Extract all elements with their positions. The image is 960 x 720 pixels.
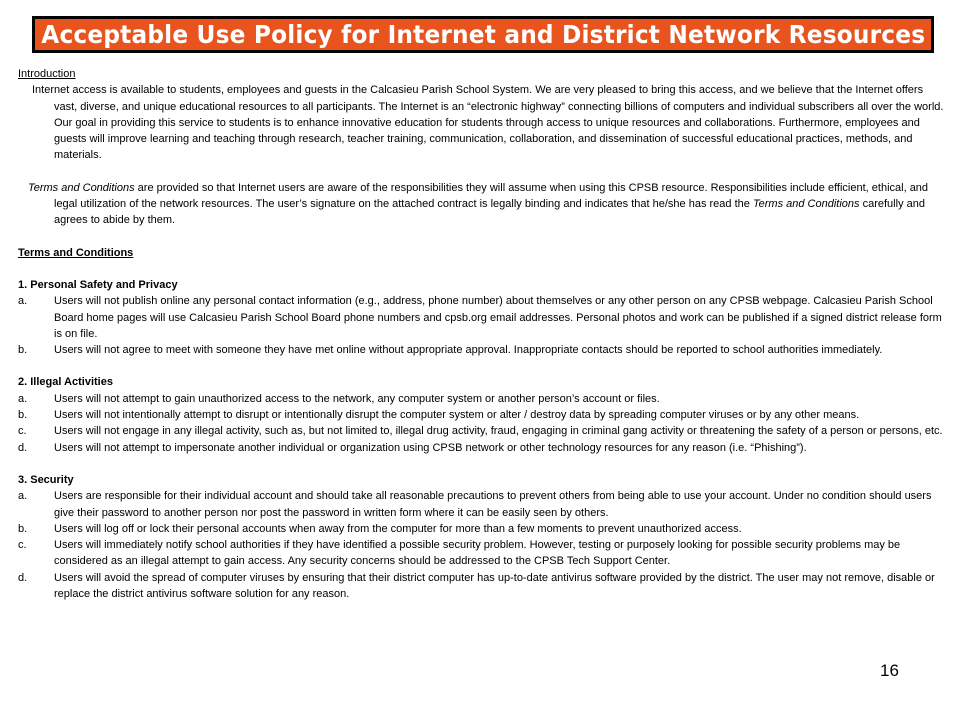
list-item bbox=[18, 293, 948, 342]
list-item bbox=[18, 537, 948, 570]
section-security bbox=[18, 472, 948, 602]
spacer bbox=[18, 229, 948, 245]
item-label: a. bbox=[18, 295, 28, 308]
item-label: b. bbox=[18, 409, 28, 422]
spacer bbox=[18, 456, 948, 472]
item-text: Users will not attempt to impersonate another individual or organization using CPSB network or other technology resources for any reason (i.e. “Phishing”). bbox=[54, 441, 807, 454]
item-text: Users will not attempt to gain unauthorized access to the network, any computer system or another person’s account or files. bbox=[54, 392, 660, 405]
item-text: Users will immediately notify school authorities if they have identified a possible security problem. However, testing or purposely looking for possible security problems may be considered as an illegal attempt to gain access. Any security concerns should be addressed to the CPSB Tech Support Center. bbox=[54, 539, 901, 568]
title-banner bbox=[32, 16, 934, 53]
item-label: b. bbox=[18, 344, 28, 357]
document-body bbox=[18, 66, 948, 602]
item-text: Users will not publish online any personal contact information (e.g., address, phone number) about themselves or any other person on any CPSB webpage. Calcasieu Parish School Board home pages will use Calcasieu Parish School Board phone numbers and cpsb.org email addresses. Personal photos and work can be published if a signed district release form is on file. bbox=[54, 295, 942, 340]
section-personal-safety bbox=[18, 277, 948, 358]
terms-italic-2: Terms and Conditions bbox=[752, 198, 860, 211]
spacer bbox=[18, 164, 948, 180]
list-item bbox=[18, 342, 948, 358]
section-heading: 2. Illegal Activities bbox=[18, 376, 113, 389]
list-item bbox=[18, 391, 948, 407]
intro-paragraph-2-text-1: are provided so that Internet users are aware of the responsibilities they will assume when using this CPSB resource. Responsibilities include efficient, ethical, and legal utilization of the network resources. The user’s signature on the attached contract is legally binding and indicates that he/she has read the bbox=[54, 181, 929, 211]
intro-paragraph-2 bbox=[18, 180, 948, 229]
item-label: d. bbox=[18, 571, 28, 584]
item-label: b. bbox=[18, 522, 28, 535]
list-item bbox=[18, 570, 948, 603]
item-text: Users will avoid the spread of computer viruses by ensuring that their district computer has up-to-date antivirus software provided by the district. The user may not remove, disable or replace the district antivirus software solution for any reason. bbox=[54, 571, 935, 601]
item-text: Users will not intentionally attempt to disrupt or intentionally disrupt the computer system or alter / destroy data by spreading computer viruses or by any other means. bbox=[54, 409, 860, 422]
page-title: Acceptable Use Policy for Internet and District Network Resources bbox=[41, 20, 925, 49]
section-heading: 3. Security bbox=[18, 473, 74, 486]
spacer bbox=[18, 261, 948, 277]
intro-heading: Introduction bbox=[18, 68, 76, 80]
list-item bbox=[18, 423, 948, 439]
item-label: c. bbox=[18, 539, 27, 552]
list-item bbox=[18, 521, 948, 537]
list-item bbox=[18, 407, 948, 423]
list-item bbox=[18, 488, 948, 521]
intro-paragraph-2-text-2: carefully and agrees to abide by them. bbox=[54, 198, 925, 227]
item-label: c. bbox=[18, 425, 27, 438]
intro-paragraph-1: Internet access is available to students, employees and guests in the Calcasieu Parish School System. We are very pleased to bring this access, and we believe that the Internet offers vast, diverse, and unique educational resources to all participants. The Internet is an “electronic highway” connecting billions of computers and individual subscribers all over the world. Our goal in providing this service to students is to enhance innovative education for students through access to unique resources and collaborations. Furthermore, employees and guests will improve learning and teaching through research, teacher training, communication, collaboration, and dissemination of successful educational practices, methods, and materials. bbox=[32, 84, 944, 162]
terms-italic-1: Terms and Conditions bbox=[28, 181, 135, 194]
item-text: Users will not agree to meet with someone they have met online without appropriate approval. Inappropriate contacts should be reported to school authorities immediately. bbox=[54, 344, 883, 357]
list-item bbox=[18, 440, 948, 456]
item-label: a. bbox=[18, 490, 28, 503]
item-label: a. bbox=[18, 392, 28, 405]
item-text: Users will log off or lock their personal accounts when away from the computer for more than a few moments to prevent unauthorized access. bbox=[54, 522, 742, 535]
spacer bbox=[18, 358, 948, 374]
item-text: Users are responsible for their individual account and should take all reasonable precautions to prevent others from being able to use your account. Under no condition should users give their password to another person nor post the password in written form where it can be easily seen by others. bbox=[54, 490, 932, 519]
item-label: d. bbox=[18, 441, 28, 454]
section-heading: 1. Personal Safety and Privacy bbox=[18, 278, 178, 291]
section-illegal-activities bbox=[18, 374, 948, 455]
page-number: 16 bbox=[880, 661, 899, 680]
item-text: Users will not engage in any illegal activity, such as, but not limited to, illegal drug activity, fraud, engaging in criminal gang activity or threatening the safety of a person or persons, etc. bbox=[54, 425, 943, 438]
terms-heading: Terms and Conditions bbox=[18, 246, 134, 259]
